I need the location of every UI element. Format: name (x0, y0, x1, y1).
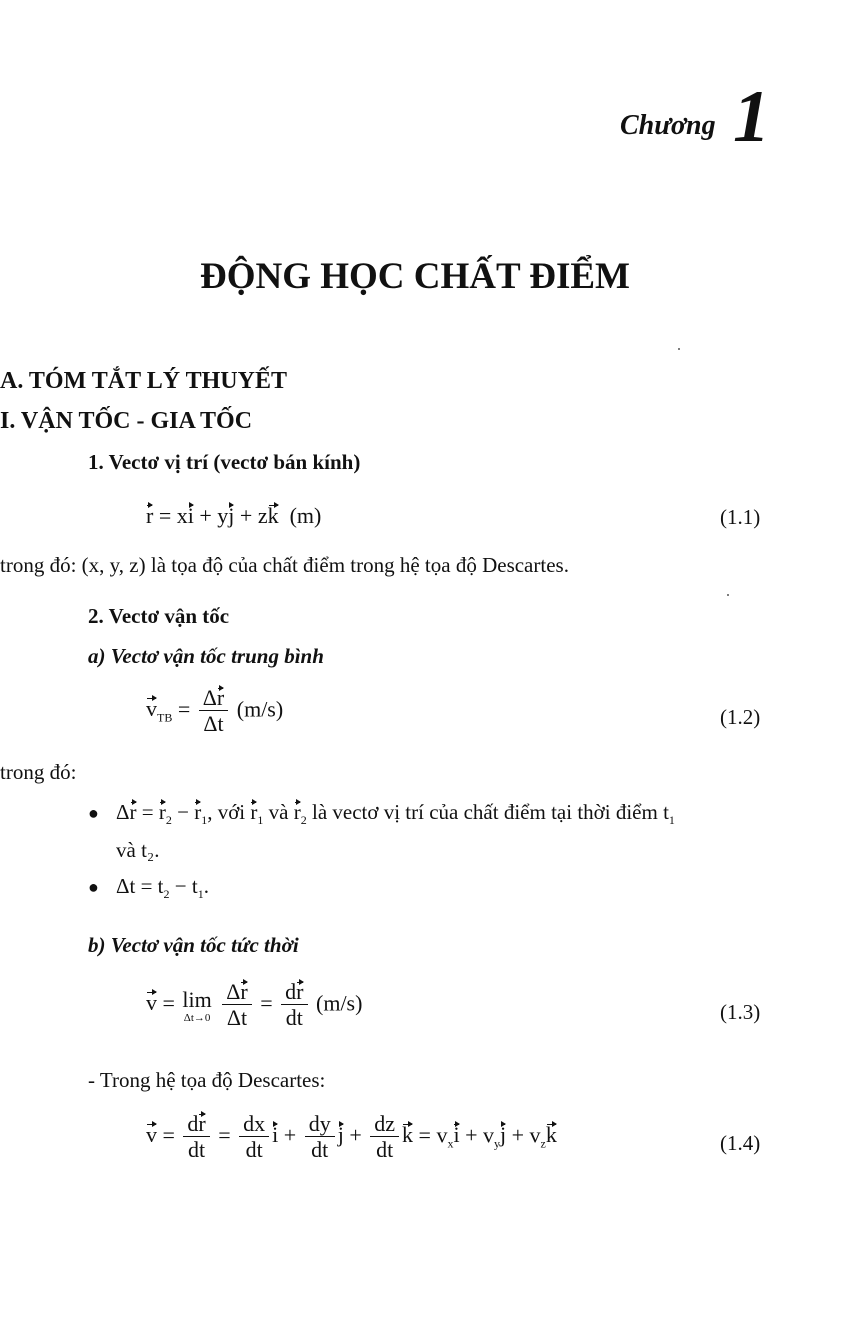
section-heading-i: I. VẬN TỐC - GIA TỐC (0, 408, 253, 434)
equation-number: (1.3) (720, 1000, 761, 1024)
bullet-icon: ● (88, 803, 99, 823)
bullet-text-2: $\Delta t = t_2 - t_1$. (116, 874, 209, 902)
equation-1-3: v = lim Δt→0 $\frac{\Delta r}{\Delta t}$ = $\frac{dr}{dt}$ (m/s) (146, 979, 363, 1031)
paragraph-text: trong đó: (x, y, z) là tọa độ của chất điểm trong hệ tọa độ Descartes. (0, 553, 569, 577)
equation-1-4: v = $\frac{dr}{dt}$ = $\frac{dx}{dt}$ i + $\frac{dy}{dt}$ j + $\frac{dz}{dt}$ $k = v_xi + v_yj + v_zk$ (146, 1111, 557, 1163)
equation-unit: (m) (289, 503, 322, 528)
section-heading-a: A. TÓM TẮT LÝ THUYẾT (0, 368, 287, 394)
paragraph-text: - Trong hệ tọa độ Descartes: (88, 1068, 326, 1092)
chapter-number: 1 (733, 76, 770, 158)
equation-number: (1.4) (720, 1131, 761, 1155)
bullet-text-1: $\Delta r = r_2 - r_1$, với $r_1$ và $r_2$ là vectơ vị trí của chất điểm tại thời điểm $t_1$ (116, 800, 675, 828)
subheading-instant-velocity: b) Vectơ vận tốc tức thời (88, 933, 299, 957)
page-title: ĐỘNG HỌC CHẤT ĐIỂM (200, 256, 630, 297)
equation-number: (1.1) (720, 505, 761, 529)
paragraph-text: trong đó: (0, 760, 77, 784)
chapter-label: Chương (620, 110, 716, 141)
scan-speck (678, 348, 680, 350)
equation-number: (1.2) (720, 705, 761, 729)
subheading-average-velocity: a) Vectơ vận tốc trung bình (88, 644, 324, 668)
scan-speck (727, 594, 729, 596)
equation-1-1: r = xi + yj + zk (m) (146, 503, 322, 528)
bullet-icon: ● (88, 877, 99, 897)
equation-1-2: $v_{TB}$ = $\frac{\Delta r}{\Delta t}$ (m/s) (146, 685, 284, 737)
subheading-velocity-vector: 2. Vectơ vận tốc (88, 604, 230, 628)
subheading-position-vector: 1. Vectơ vị trí (vectơ bán kính) (88, 450, 361, 474)
bullet-text-1-cont: và t₂. (116, 838, 160, 862)
